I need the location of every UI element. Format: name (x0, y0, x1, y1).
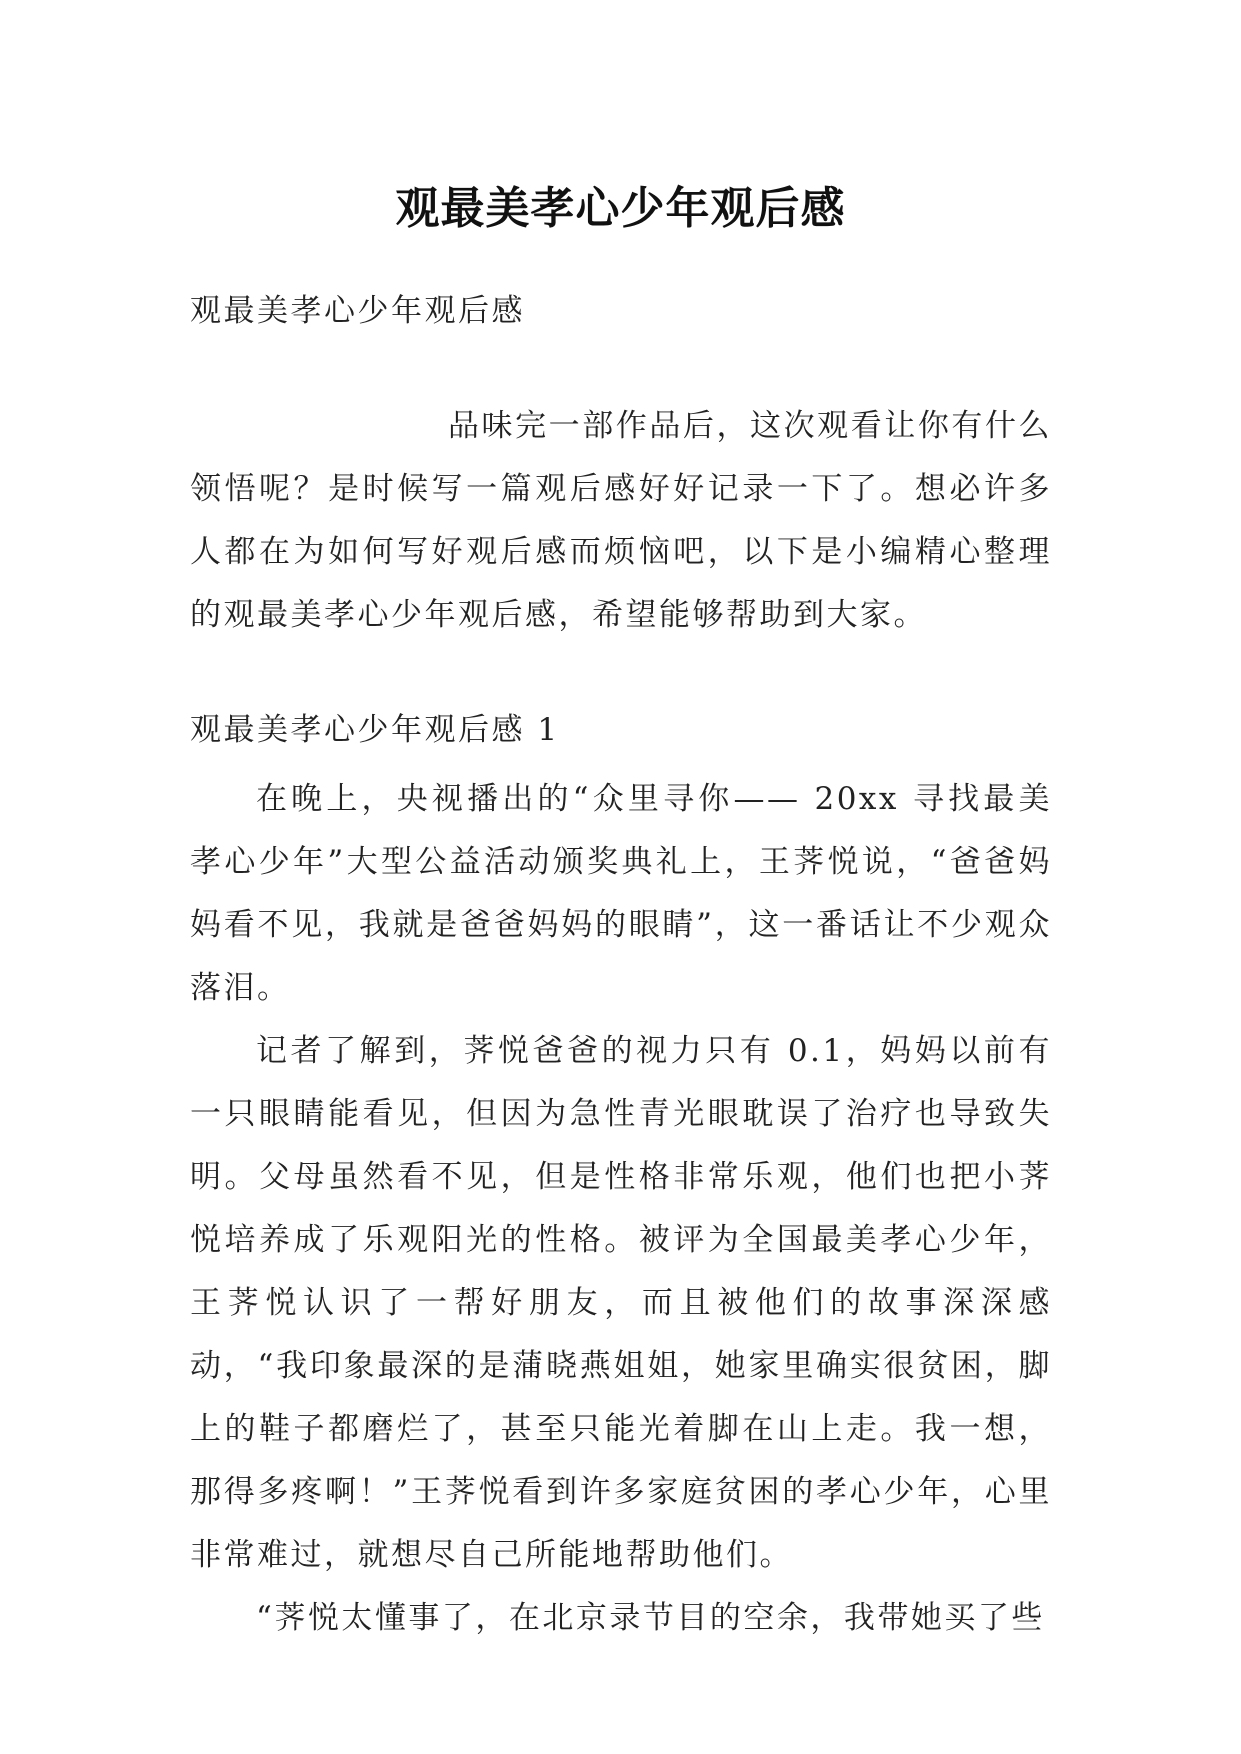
body-paragraph-3: “荠悦太懂事了，在北京录节目的空余，我带她买了些 (256, 1600, 1045, 1636)
document-body (190, 280, 1052, 1650)
section-heading: 观最美孝心少年观后感 1 (190, 712, 560, 748)
document-title: 观最美孝心少年观后感 (395, 183, 846, 235)
body-paragraph-1: 在晚上，央视播出的“众里寻你—— 20xx 寻找最美孝心少年”大型公益活动颁奖典礼上，王荠悦说，“爸爸妈妈看不见，我就是爸爸妈妈的眼睛”，这一番话让不少观众落泪。 (190, 781, 1052, 1006)
body-paragraph-2: 记者了解到，荠悦爸爸的视力只有 0.1，妈妈以前有一只眼睛能看见，但因为急性青光眼耽误了治疗也导致失明。父母虽然看不见，但是性格非常乐观，他们也把小荠悦培养成了乐观阳光的性格。被评为全国最美孝心少年，王荠悦认识了一帮好朋友，而且被他们的故事深深感动，“我印象最深的是蒲晓燕姐姐，她家里确实很贫困，脚上的鞋子都磨烂了，甚至只能光着脚在山上走。我一想，那得多疼啊！”王荠悦看到许多家庭贫困的孝心少年，心里非常难过，就想尽自己所能地帮助他们。 (190, 1033, 1052, 1573)
document-subtitle: 观最美孝心少年观后感 (190, 293, 525, 329)
intro-paragraph: 品味完一部作品后，这次观看让你有什么领悟呢？是时候写一篇观后感好好记录一下了。想必许多人都在为如何写好观后感而烦恼吧，以下是小编精心整理的观最美孝心少年观后感，希望能够帮助到大家。 (190, 408, 1052, 633)
